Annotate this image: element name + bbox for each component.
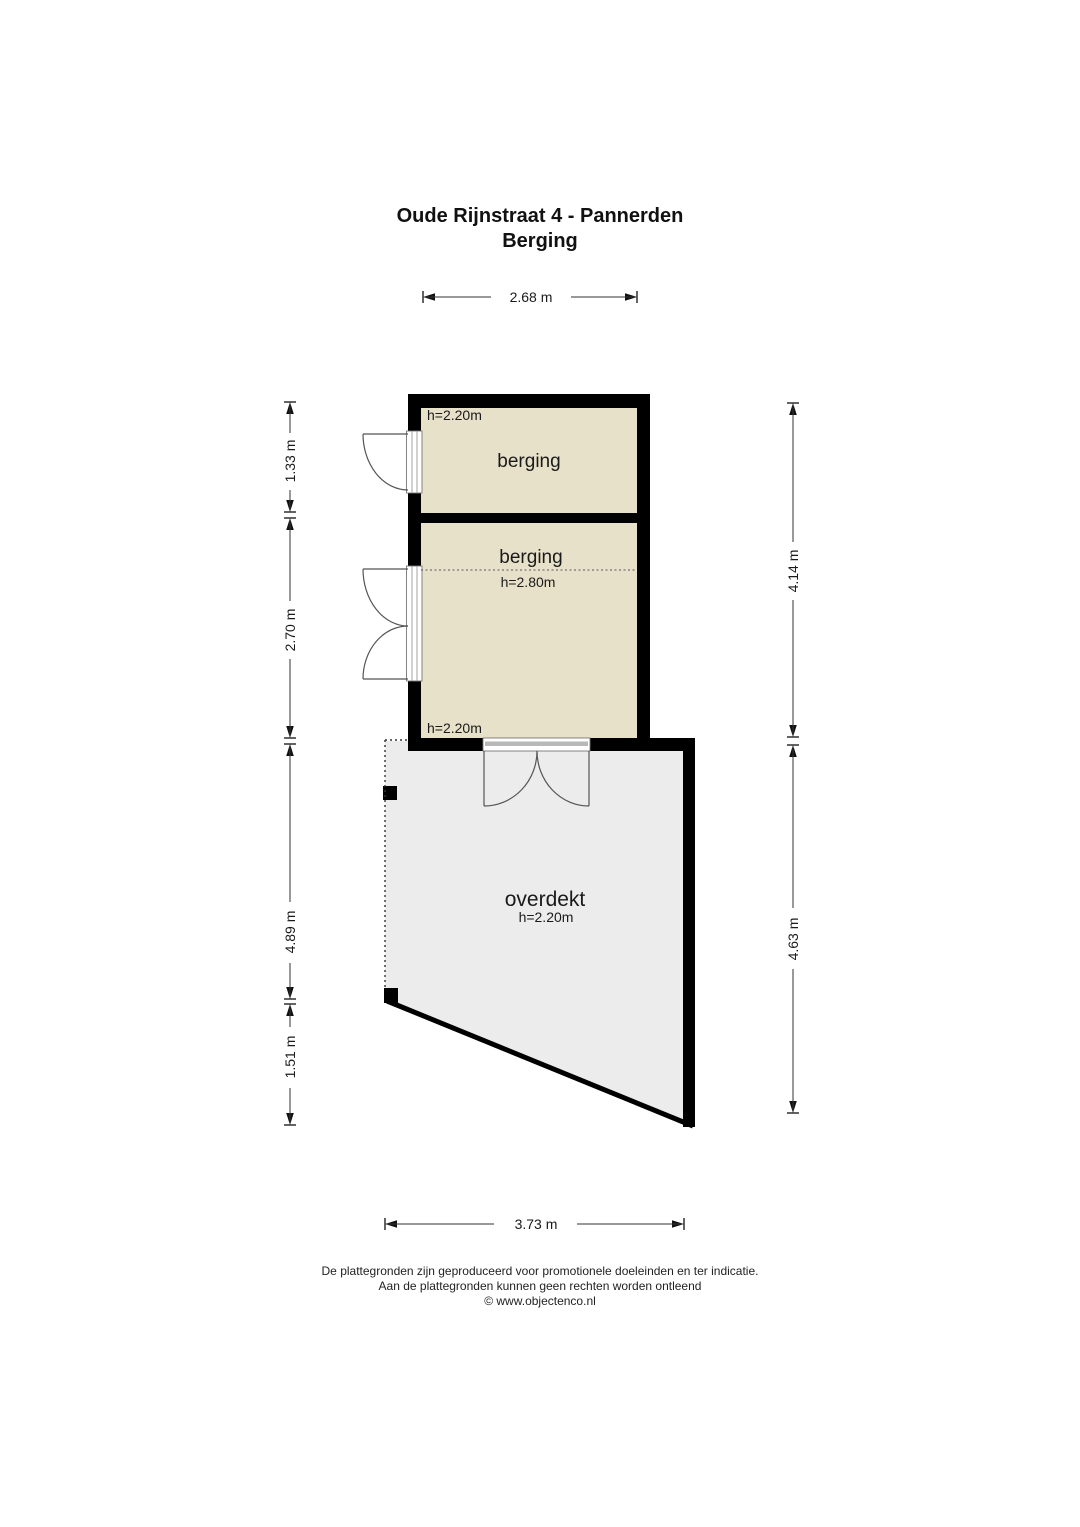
dimension-left-1-label: 1.33 m [282,439,298,483]
disclaimer-line-1: De plattegronden zijn geproduceerd voor promotionele doeleinden en ter indicatie. [321,1264,759,1278]
disclaimer-copyright: © www.objectenco.nl [484,1294,596,1308]
page-title-subtitle: Berging [502,229,578,252]
post [384,988,398,1003]
height-label-overdekt: h=2.20m [518,909,574,925]
dimension-right-1-label: 4.14 m [785,549,801,593]
room-label-berging1: berging [497,451,561,472]
post [383,786,397,800]
dimension-left-4 [282,1004,298,1125]
dimension-right-2 [785,745,801,1113]
dimension-left-1 [282,402,298,512]
dimension-top [423,289,637,305]
covered-area-fill [385,741,695,1125]
disclaimer [0,1264,1080,1309]
dimension-bottom-label: 3.73 m [514,1216,558,1232]
dimension-top-label: 2.68 m [509,289,553,305]
height-label-berging2-lower: h=2.20m [427,720,482,736]
dimension-right-2-label: 4.63 m [785,917,801,961]
room-label-berging2: berging [499,547,563,568]
dimension-left-4-label: 1.51 m [282,1035,298,1079]
dimension-left-2-label: 2.70 m [282,608,298,652]
dimension-right-1 [785,403,801,737]
dimension-left-3 [282,744,298,999]
dimension-bottom [385,1216,684,1232]
dimension-left-2 [282,518,298,738]
height-label-berging2-upper: h=2.80m [500,574,556,590]
height-label-berging1: h=2.20m [427,407,482,423]
page-title-address: Oude Rijnstraat 4 - Pannerden [396,205,684,227]
room-label-overdekt: overdekt [504,888,586,911]
dimension-left-3-label: 4.89 m [282,910,298,954]
disclaimer-line-2: Aan de plattegronden kunnen geen rechten worden ontleend [378,1279,702,1293]
